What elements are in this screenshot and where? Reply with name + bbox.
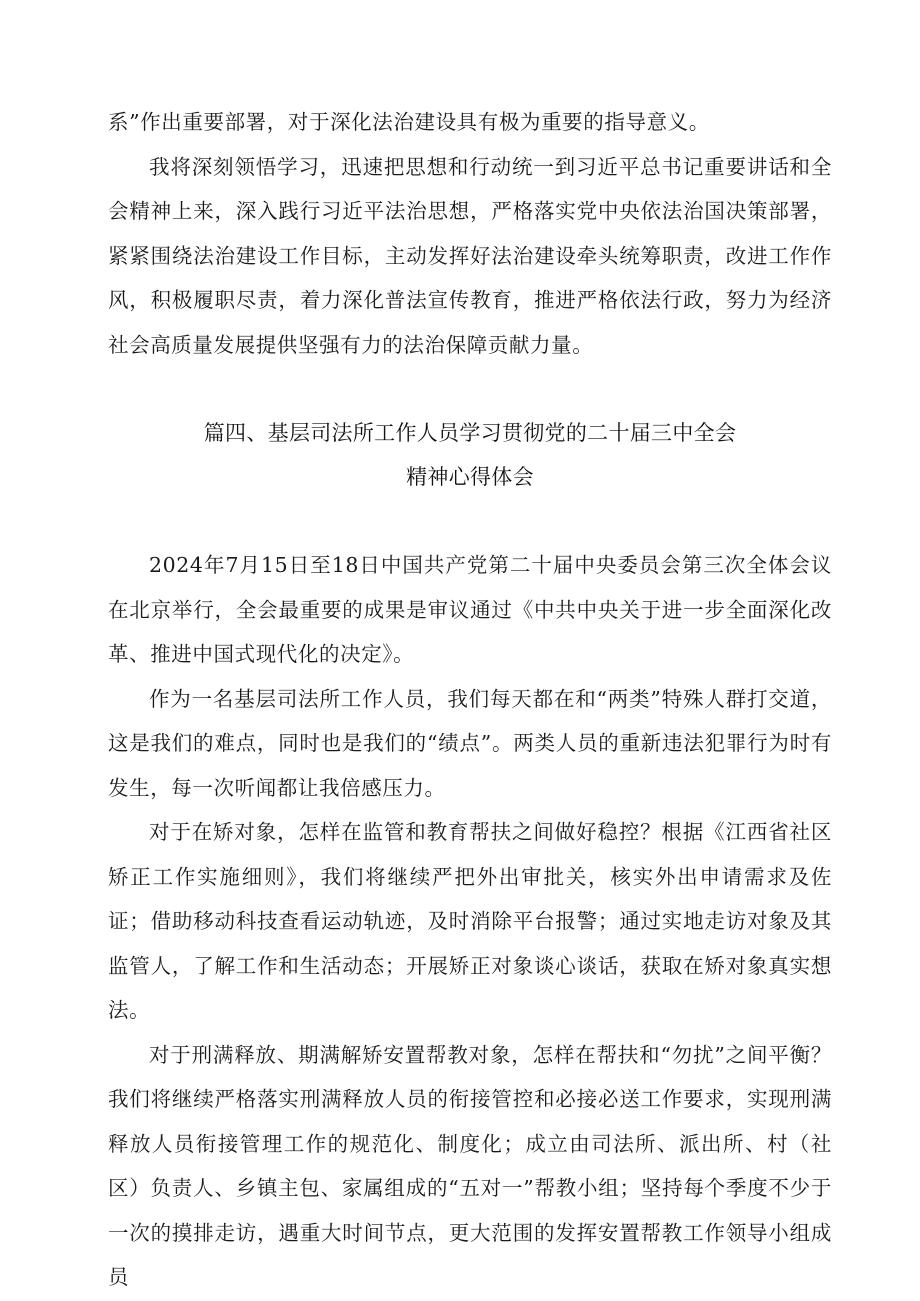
document-page [108, 100, 832, 1300]
body-paragraph-4: 对于刑满释放、期满解矫安置帮教对象，怎样在帮扶和“勿扰”之间平衡？我们将继续严格落实刑满释放人员的衔接管控和必接必送工作要求，实现刑满释放人员衔接管理工作的规范化、制度化；成立由司法所、派出所、村（社区）负责人、乡镇主包、家属组成的“五对一”帮教小组；坚持每个季度不少于一次的摸排走访，遇重大时间节点，更大范围的发挥安置帮教工作领导小组成员 [108, 1042, 832, 1289]
body-paragraph-2: 作为一名基层司法所工作人员，我们每天都在和“两类”特殊人群打交道，这是我们的难点，同时也是我们的“绩点”。两类人员的重新违法犯罪行为时有发生，每一次听闻都让我倍感压力。 [108, 686, 832, 800]
section-heading-line-1: 篇四、基层司法所工作人员学习贯彻党的二十届三中全会 [203, 421, 737, 445]
section-heading-line-2: 精神心得体会 [406, 465, 534, 489]
body-paragraph-3: 对于在矫对象，怎样在监管和教育帮扶之间做好稳控？根据《江西省社区矫正工作实施细则》，我们将继续严把外出审批关，核实外出申请需求及佐证；借助移动科技查看运动轨迹，及时消除平台报警；通过实地走访对象及其监管人，了解工作和生活动态；开展矫正对象谈心谈话，获取在矫对象真实想法。 [108, 820, 832, 1022]
intro-paragraph-2: 我将深刻领悟学习，迅速把思想和行动统一到习近平总书记重要讲话和全会精神上来，深入践行习近平法治思想，严格落实党中央依法治国决策部署，紧紧围绕法治建设工作目标，主动发挥好法治建设牵头统筹职责，改进工作作风，积极履职尽责，着力深化普法宣传教育，推进严格依法行政，努力为经济社会高质量发展提供坚强有力的法治保障贡献力量。 [108, 154, 832, 357]
body-paragraph-1: 2024年7月15日至18日中国共产党第二十届中央委员会第三次全体会议在北京举行，全会最重要的成果是审议通过《中共中央关于进一步全面深化改革、推进中国式现代化的决定》。 [108, 553, 832, 666]
section-heading [108, 411, 832, 499]
intro-paragraph-1: 系”作出重要部署，对于深化法治建设具有极为重要的指导意义。 [108, 110, 710, 134]
